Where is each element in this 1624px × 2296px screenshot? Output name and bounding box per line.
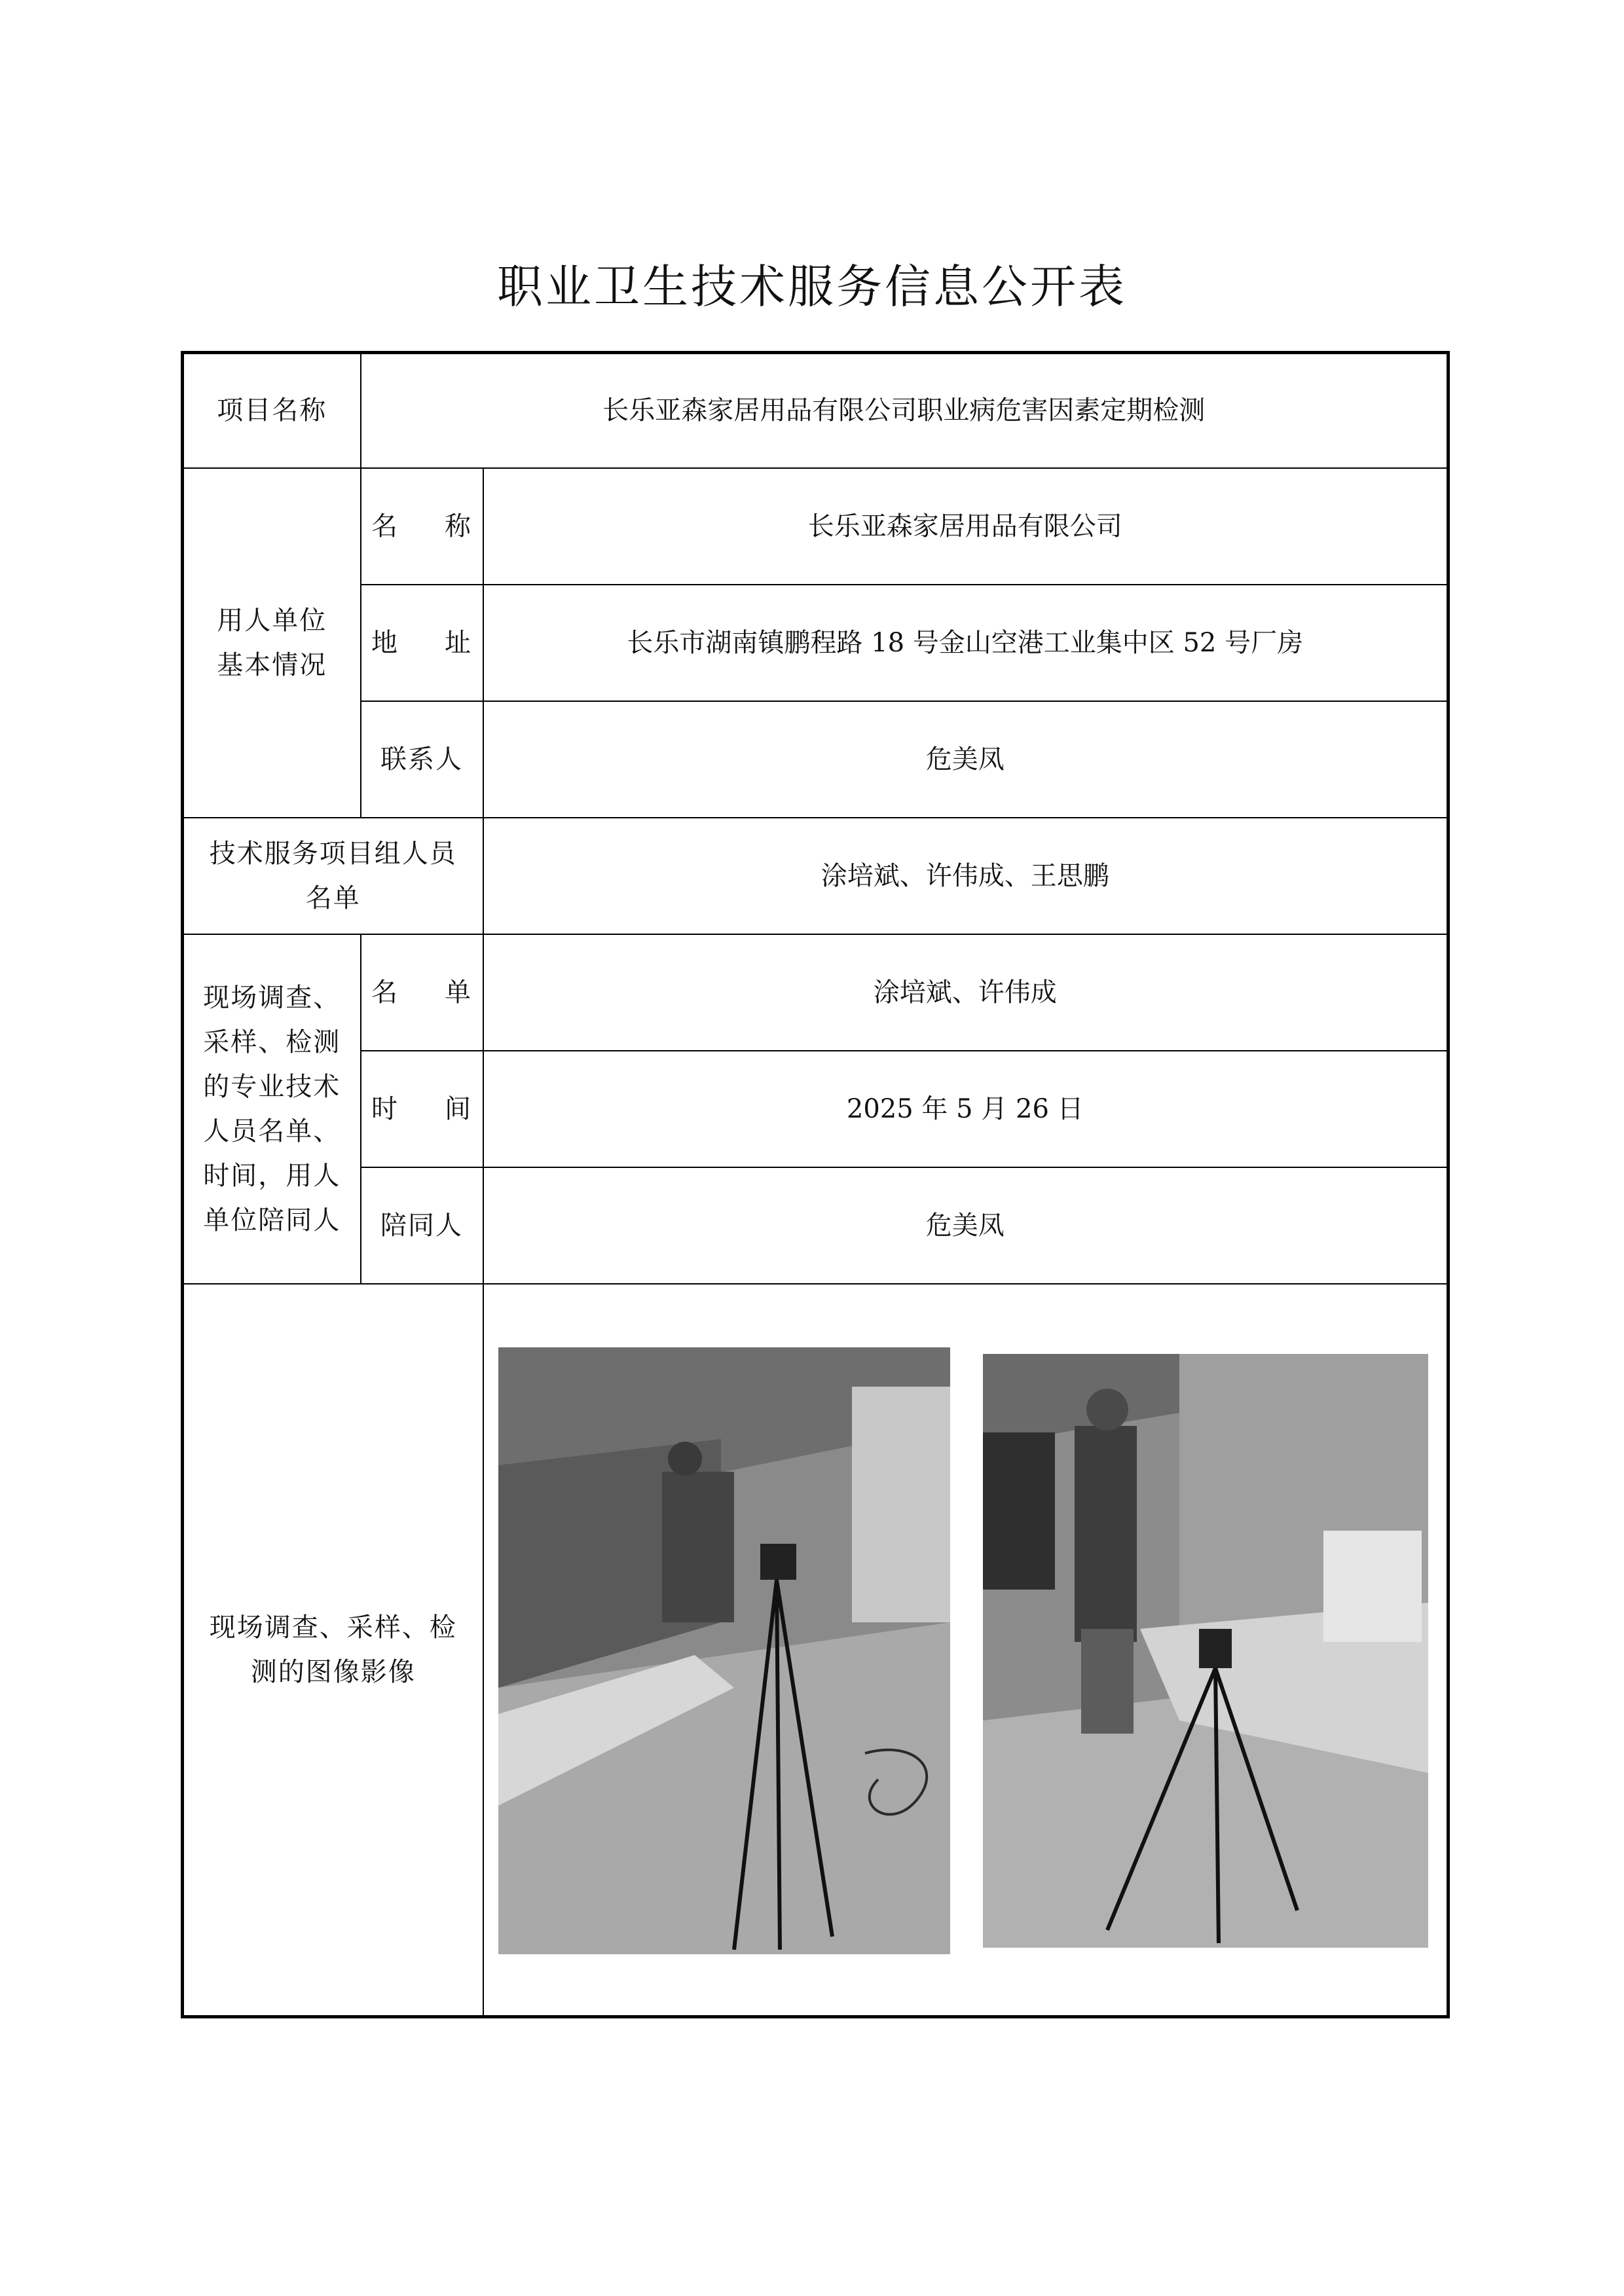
survey-label-line: 人员名单、 xyxy=(203,1116,341,1146)
survey-list: 涂培斌、许伟成 xyxy=(483,934,1449,1051)
survey-time: 2025 年 5 月 26 日 xyxy=(483,1051,1449,1167)
images-cell xyxy=(483,1284,1449,2017)
name-label-char1: 名 xyxy=(371,511,399,541)
survey-label-line: 单位陪同人 xyxy=(203,1205,341,1235)
site-photo-1 xyxy=(498,1347,950,1954)
document-title: 职业卫生技术服务信息公开表 xyxy=(497,260,1127,314)
project-row xyxy=(183,353,1449,468)
survey-label-line: 现场调查、 xyxy=(203,982,341,1013)
project-value: 长乐亚森家居用品有限公司职业病危害因素定期检测 xyxy=(361,353,1449,468)
project-label: 项目名称 xyxy=(183,353,361,468)
site-photo-2-image xyxy=(983,1354,1428,1948)
list-label-char2: 单 xyxy=(445,977,472,1008)
employer-address-row xyxy=(183,585,1449,701)
site-photo-2 xyxy=(983,1354,1428,1948)
employer-contact-row xyxy=(183,701,1449,818)
list-label-char1: 名 xyxy=(371,977,399,1008)
survey-label xyxy=(183,934,361,1284)
employer-contact-label: 联系人 xyxy=(361,701,483,818)
survey-label-line: 的专业技术 xyxy=(203,1071,341,1102)
site-photo-1-image xyxy=(498,1347,950,1954)
employer-name-label xyxy=(361,468,483,585)
images-label xyxy=(183,1284,483,2017)
employer-address-label xyxy=(361,585,483,701)
survey-time-label xyxy=(361,1051,483,1167)
images-row xyxy=(183,1284,1449,2017)
address-label-char2: 址 xyxy=(445,627,472,658)
survey-escort-row xyxy=(183,1167,1449,1284)
survey-label-line: 采样、检测 xyxy=(203,1027,341,1057)
name-label-char2: 称 xyxy=(445,511,472,541)
team-row xyxy=(183,818,1449,934)
address-label-char1: 地 xyxy=(371,627,399,658)
images-label-line2: 测的图像影像 xyxy=(250,1656,416,1687)
survey-time-row xyxy=(183,1051,1449,1167)
team-label xyxy=(183,818,483,934)
survey-escort: 危美凤 xyxy=(483,1167,1449,1284)
employer-name: 长乐亚森家居用品有限公司 xyxy=(483,468,1449,585)
team-label-line2: 名单 xyxy=(305,883,361,913)
employer-name-row xyxy=(183,468,1449,585)
time-label-char2: 间 xyxy=(445,1093,472,1124)
time-label-char1: 时 xyxy=(371,1093,399,1124)
info-table xyxy=(181,351,1450,2018)
survey-escort-label: 陪同人 xyxy=(361,1167,483,1284)
team-members: 涂培斌、许伟成、王思鹏 xyxy=(483,818,1449,934)
survey-list-label xyxy=(361,934,483,1051)
employer-label-line1: 用人单位 xyxy=(217,605,327,636)
images-label-line1: 现场调查、采样、检 xyxy=(209,1612,457,1643)
employer-label xyxy=(183,468,361,818)
survey-label-line: 时间，用人 xyxy=(203,1160,341,1191)
employer-contact: 危美凤 xyxy=(483,701,1449,818)
team-label-line1: 技术服务项目组人员 xyxy=(209,838,457,869)
employer-label-line2: 基本情况 xyxy=(217,649,327,680)
survey-list-row xyxy=(183,934,1449,1051)
employer-address: 长乐市湖南镇鹏程路 18 号金山空港工业集中区 52 号厂房 xyxy=(483,585,1449,701)
photo-area xyxy=(484,1285,1447,2016)
